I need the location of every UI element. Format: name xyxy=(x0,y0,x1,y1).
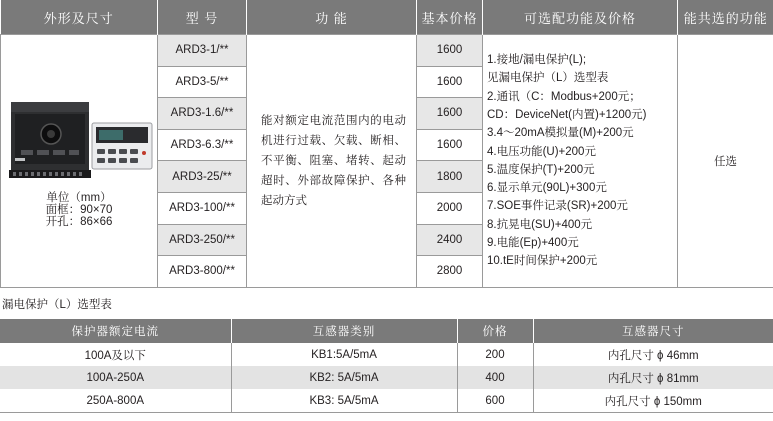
price-cell: 1800 xyxy=(417,161,483,193)
function-description: 能对额定电流范围内的电动机进行过载、欠载、断相、不平衡、阻塞、堵转、起动超时、外部故障保护、各种起动方式 xyxy=(247,35,417,288)
option-item: 5.温度保护(T)+200元 xyxy=(487,163,595,176)
option-item: CD：DeviceNet(内置)+1200元) xyxy=(487,108,647,121)
header-common: 能共选的功能 xyxy=(678,0,773,35)
unit-label: 单位（mm） xyxy=(46,191,112,204)
header-transformer-type: 互感器类别 xyxy=(231,319,457,343)
rated-current-cell: 100A及以下 xyxy=(0,343,231,366)
price-cell: 400 xyxy=(457,366,533,389)
price-cell: 2800 xyxy=(417,256,483,288)
option-item: 见漏电保护（L）选型表 xyxy=(487,72,609,85)
leakage-table-title: 漏电保护（L）选型表 xyxy=(2,299,112,311)
header-function: 功 能 xyxy=(247,0,417,35)
display-unit-image xyxy=(91,122,153,170)
header-rated-current: 保护器额定电流 xyxy=(0,319,231,343)
model-cell: ARD3-100/** xyxy=(158,192,247,224)
option-item: 6.显示单元(90L)+300元 xyxy=(487,182,607,195)
model-cell: ARD3-1.6/** xyxy=(158,98,247,130)
option-item: 7.SOE事件记录(SR)+200元 xyxy=(487,200,628,213)
model-cell: ARD3-5/** xyxy=(158,66,247,98)
price-cell: 600 xyxy=(457,389,533,413)
panel-size: 面框：90×70 xyxy=(45,203,113,216)
header-model: 型 号 xyxy=(158,0,247,35)
table-row xyxy=(0,366,773,389)
price-cell: 1600 xyxy=(417,35,483,67)
rated-current-cell: 250A-800A xyxy=(0,389,231,413)
model-cell: ARD3-1/** xyxy=(158,35,247,67)
cutout-size: 开孔：86×66 xyxy=(45,215,113,228)
option-item: 9.电能(Ep)+400元 xyxy=(487,237,579,250)
option-item: 10.tE时间保护+200元 xyxy=(487,255,598,268)
leakage-table xyxy=(0,319,773,413)
model-cell: ARD3-800/** xyxy=(158,256,247,288)
transformer-size-cell: 内孔尺寸 ϕ 150mm xyxy=(533,389,773,413)
header-optional: 可选配功能及价格 xyxy=(483,0,678,35)
price-cell: 1600 xyxy=(417,129,483,161)
price-cell: 2400 xyxy=(417,224,483,256)
rated-current-cell: 100A-250A xyxy=(0,366,231,389)
table-row xyxy=(0,389,773,413)
header-transformer-size: 互感器尺寸 xyxy=(533,319,773,343)
price-cell: 200 xyxy=(457,343,533,366)
device-image xyxy=(7,94,152,184)
price-cell: 1600 xyxy=(417,98,483,130)
transformer-size-cell: 内孔尺寸 ϕ 46mm xyxy=(533,343,773,366)
transformer-type-cell: KB3: 5A/5mA xyxy=(231,389,457,413)
model-cell: ARD3-6.3/** xyxy=(158,129,247,161)
table-row xyxy=(1,35,773,67)
price-cell: 2000 xyxy=(417,192,483,224)
transformer-size-cell: 内孔尺寸 ϕ 81mm xyxy=(533,366,773,389)
option-item: 4.电压功能(U)+200元 xyxy=(487,145,596,158)
header-base-price: 基本价格 xyxy=(417,0,483,35)
transformer-type-cell: KB2: 5A/5mA xyxy=(231,366,457,389)
optional-functions xyxy=(483,35,678,288)
header-price: 价格 xyxy=(457,319,533,343)
model-cell: ARD3-250/** xyxy=(158,224,247,256)
header-appearance: 外形及尺寸 xyxy=(1,0,158,35)
option-item: 3.4～20mA模拟量(M)+200元 xyxy=(487,127,634,140)
common-selectable: 任选 xyxy=(678,35,773,288)
option-item: 1.接地/漏电保护(L); xyxy=(487,54,587,67)
option-item: 2.通讯（C：Modbus+200元； xyxy=(487,90,641,103)
device-cell xyxy=(1,35,158,288)
option-item: 8.抗晃电(SU)+400元 xyxy=(487,218,593,231)
table-row xyxy=(0,343,773,366)
price-cell: 1600 xyxy=(417,66,483,98)
model-cell: ARD3-25/** xyxy=(158,161,247,193)
transformer-type-cell: KB1:5A/5mA xyxy=(231,343,457,366)
